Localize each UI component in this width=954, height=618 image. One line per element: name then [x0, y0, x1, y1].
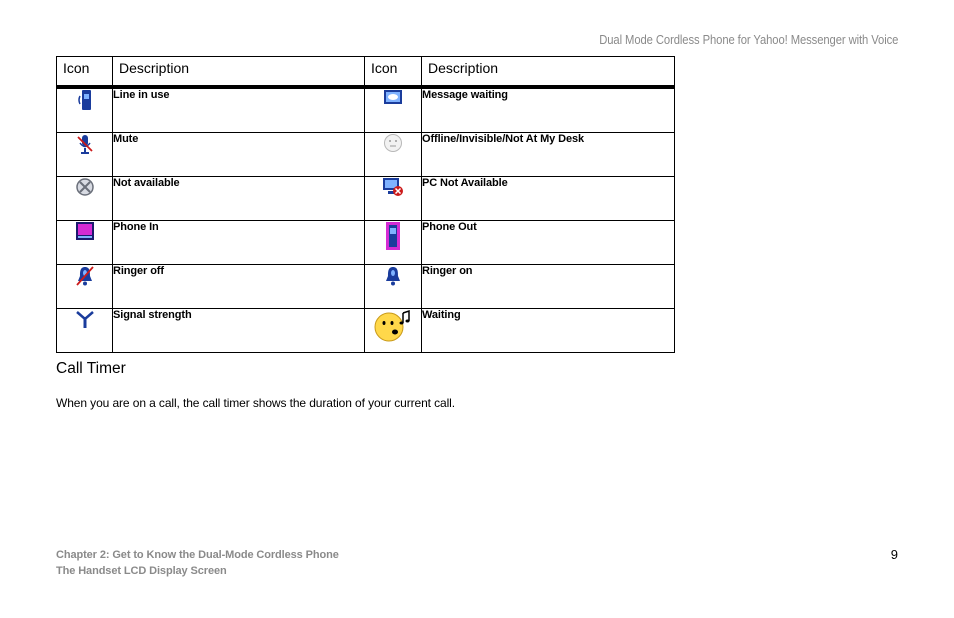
line-in-use-icon — [57, 89, 112, 111]
ringer-off-icon — [57, 265, 112, 287]
icon-description: Signal strength — [113, 309, 365, 353]
signal-strength-icon — [57, 309, 112, 329]
column-header-icon: Icon — [57, 57, 113, 88]
icon-description: Phone In — [113, 221, 365, 265]
pc-not-available-icon — [365, 177, 421, 197]
waiting-icon — [365, 309, 421, 343]
message-waiting-icon — [365, 89, 421, 105]
icon-description: Ringer off — [113, 265, 365, 309]
column-header-icon: Icon — [365, 57, 422, 88]
table-row — [57, 133, 675, 177]
icon-description: Waiting — [422, 309, 675, 353]
table-row — [57, 309, 675, 353]
section-title: Call Timer — [56, 360, 126, 377]
table-row — [57, 221, 675, 265]
icon-description: Phone Out — [422, 221, 675, 265]
icon-description: Message waiting — [422, 87, 675, 133]
ringer-on-icon — [365, 265, 421, 287]
table-row — [57, 87, 675, 133]
page-number: 9 — [890, 547, 898, 562]
mute-icon — [57, 133, 112, 155]
icon-description: Mute — [113, 133, 365, 177]
table-row — [57, 177, 675, 221]
table-header-row — [57, 57, 675, 88]
footer-chapter: Chapter 2: Get to Know the Dual-Mode Cordless Phone — [56, 549, 339, 561]
offline-invisible-icon — [365, 133, 421, 153]
not-available-icon — [57, 177, 112, 197]
table-row — [57, 265, 675, 309]
column-header-description: Description — [422, 57, 675, 88]
phone-out-icon — [365, 221, 421, 251]
icon-description: Not available — [113, 177, 365, 221]
icon-description: PC Not Available — [422, 177, 675, 221]
icon-description-table — [56, 56, 675, 353]
column-header-description: Description — [113, 57, 365, 88]
icon-description: Line in use — [113, 87, 365, 133]
body-paragraph: When you are on a call, the call timer shows the duration of your current call. — [56, 396, 455, 410]
icon-description: Offline/Invisible/Not At My Desk — [422, 133, 675, 177]
phone-in-icon — [57, 221, 112, 241]
running-header: Dual Mode Cordless Phone for Yahoo! Messenger with Voice — [598, 33, 898, 47]
footer-subsection: The Handset LCD Display Screen — [56, 565, 227, 577]
page-footer — [56, 547, 339, 579]
icon-description: Ringer on — [422, 265, 675, 309]
